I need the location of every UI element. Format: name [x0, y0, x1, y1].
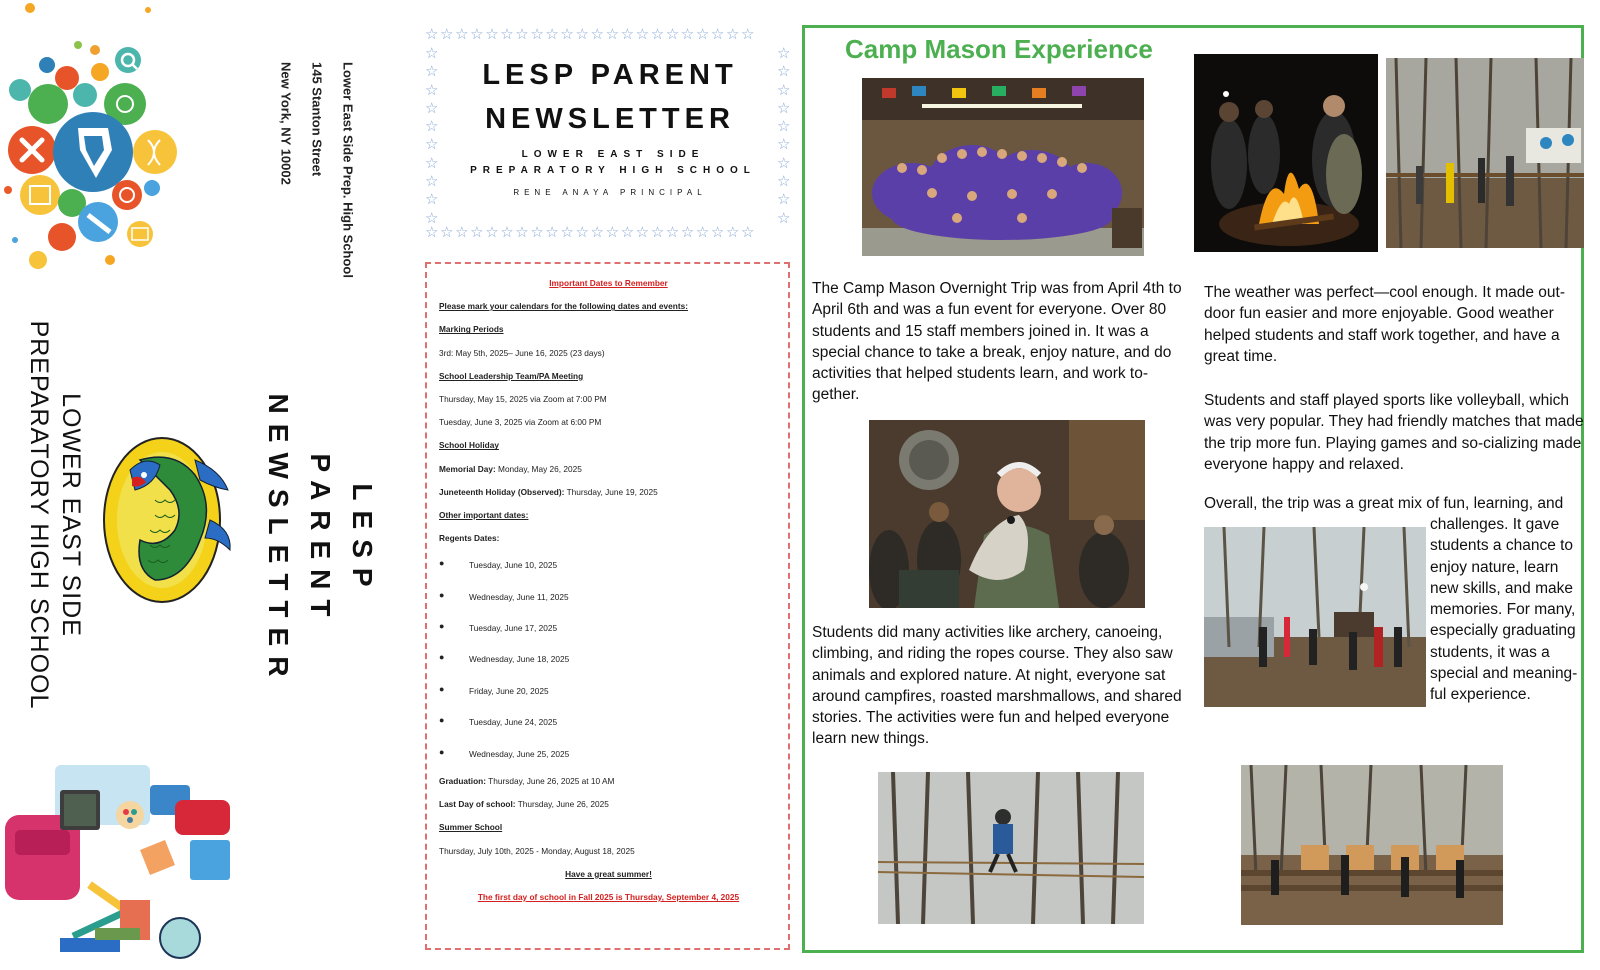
address-city: New York, NY 10002	[278, 62, 294, 185]
camp-paragraph-1: The Camp Mason Overnight Trip was from April 4th to April 6th and was a fun event for everyone. Over 80 students and 15 staff members joined in. It was a special chance to take a break, enjoy nature, and do activities that helped students learn, and work to-gether.	[812, 280, 1182, 404]
great-summer-note: Have a great summer!	[565, 868, 652, 879]
group-photo	[862, 78, 1144, 256]
field-games-photo	[1204, 527, 1426, 707]
mailing-address	[262, 20, 372, 320]
education-icons-graphic	[0, 0, 185, 290]
marking-periods-heading: Marking Periods	[439, 324, 504, 335]
campfire-photo	[1194, 54, 1378, 252]
juneteenth-row: Juneteenth Holiday (Observed): Thursday, June 19, 2025	[439, 486, 658, 497]
school-name-vertical: LOWER EAST SIDE PREPARATORY HIGH SCHOOL	[25, 320, 85, 710]
animal-demo-photo	[869, 420, 1145, 608]
first-day-note: The first day of school in Fall 2025 is Thursday, September 4, 2025	[477, 891, 740, 902]
regents-date: ● Tuesday, June 24, 2025	[439, 707, 778, 738]
address-street: 145 Stanton Street	[309, 62, 325, 177]
dates-heading: Important Dates to Remember	[549, 278, 668, 288]
camp-title: Camp Mason Experience	[845, 34, 1153, 64]
address-school: Lower East Side Prep. High School	[340, 62, 356, 278]
regents-date: ● Tuesday, June 10, 2025	[439, 550, 778, 581]
newsletter-principal: RENE ANAYA PRINCIPAL	[513, 188, 707, 197]
memorial-day-row: Memorial Day: Monday, May 26, 2025	[439, 463, 582, 474]
camp-paragraph-3: The weather was perfect—cool enough. It made out-door fun easier and more enjoyable. Good weather helped students and staff work together, and have a great time.	[1204, 284, 1566, 365]
slt-meeting-2: Tuesday, June 3, 2025 via Zoom at 6:00 PM	[439, 417, 602, 428]
slt-meeting-1: Thursday, May 15, 2025 via Zoom at 7:00 PM	[439, 393, 607, 404]
archery-photo	[1386, 58, 1584, 248]
important-dates-box	[425, 262, 790, 950]
regents-label: Regents Dates:	[439, 533, 500, 544]
ropes-course-photo	[878, 772, 1144, 924]
graduation-row: Graduation: Thursday, June 26, 2025 at 10 AM	[439, 775, 615, 786]
camp-paragraph-2: Students did many activities like archery, canoeing, climbing, and riding the ropes course. They also saw animals and explored nature. At night, everyone sat around campfires, roasted marshmallows, and shared stories. The activities were fun and helped everyone learn new things.	[812, 624, 1182, 748]
regents-date: ● Wednesday, June 11, 2025	[439, 582, 778, 613]
slt-heading: School Leadership Team/PA Meeting	[439, 370, 584, 381]
star-border-left: ☆ ☆ ☆ ☆ ☆ ☆ ☆ ☆ ☆ ☆	[425, 45, 439, 227]
dates-intro: Please mark your calendars for the following dates and events:	[439, 301, 688, 312]
star-border-bottom: ☆☆☆☆☆☆☆☆☆☆☆☆☆☆☆☆☆☆☆☆☆☆	[425, 224, 757, 241]
holiday-heading: School Holiday	[439, 440, 499, 451]
newsletter-title: LESP PARENT NEWSLETTER	[482, 59, 738, 135]
other-dates-heading: Other important dates:	[439, 509, 529, 520]
regents-date: ● Wednesday, June 25, 2025	[439, 739, 778, 770]
regents-date: ● Tuesday, June 17, 2025	[439, 613, 778, 644]
star-border-right: ☆ ☆ ☆ ☆ ☆ ☆ ☆ ☆ ☆ ☆	[777, 45, 791, 227]
last-day-row: Last Day of school: Thursday, June 26, 2025	[439, 799, 609, 810]
school-dragon-logo	[100, 430, 235, 610]
marking-period-3: 3rd: May 5th, 2025– June 16, 2025 (23 days)	[439, 347, 605, 358]
archery-range-photo	[1241, 765, 1503, 925]
summer-school-dates: Thursday, July 10th, 2025 - Monday, August 18, 2025	[439, 845, 635, 856]
camp-paragraph-4: Students and staff played sports like volleyball, which was very popular. They had friendly matches that made the trip more fun. Playing games and so-cializing made everyone happy and relaxed.	[1204, 392, 1584, 473]
newsletter-school-name: LOWER EAST SIDE PREPARATORY HIGH SCHOOL	[470, 149, 756, 176]
school-supplies-illustration	[0, 760, 235, 965]
regents-date: ● Friday, June 20, 2025	[439, 676, 778, 707]
regents-date: ● Wednesday, June 18, 2025	[439, 644, 778, 675]
newsletter-header	[425, 25, 795, 245]
star-border-top: ☆☆☆☆☆☆☆☆☆☆☆☆☆☆☆☆☆☆☆☆☆☆	[425, 26, 757, 43]
camp-paragraph-5-lead: Overall, the trip was a great mix of fun, learning, and	[1204, 495, 1564, 512]
camp-paragraph-5-rest: challenges. It gave students a chance to enjoy nature, learn new skills, and make memories. For many, especially graduating students, it was a special and meaning-ful experience.	[1430, 516, 1578, 704]
summer-school-heading: Summer School	[439, 822, 503, 833]
newsletter-title-vertical: LESP PARENT NEWSLETTER	[263, 393, 378, 687]
